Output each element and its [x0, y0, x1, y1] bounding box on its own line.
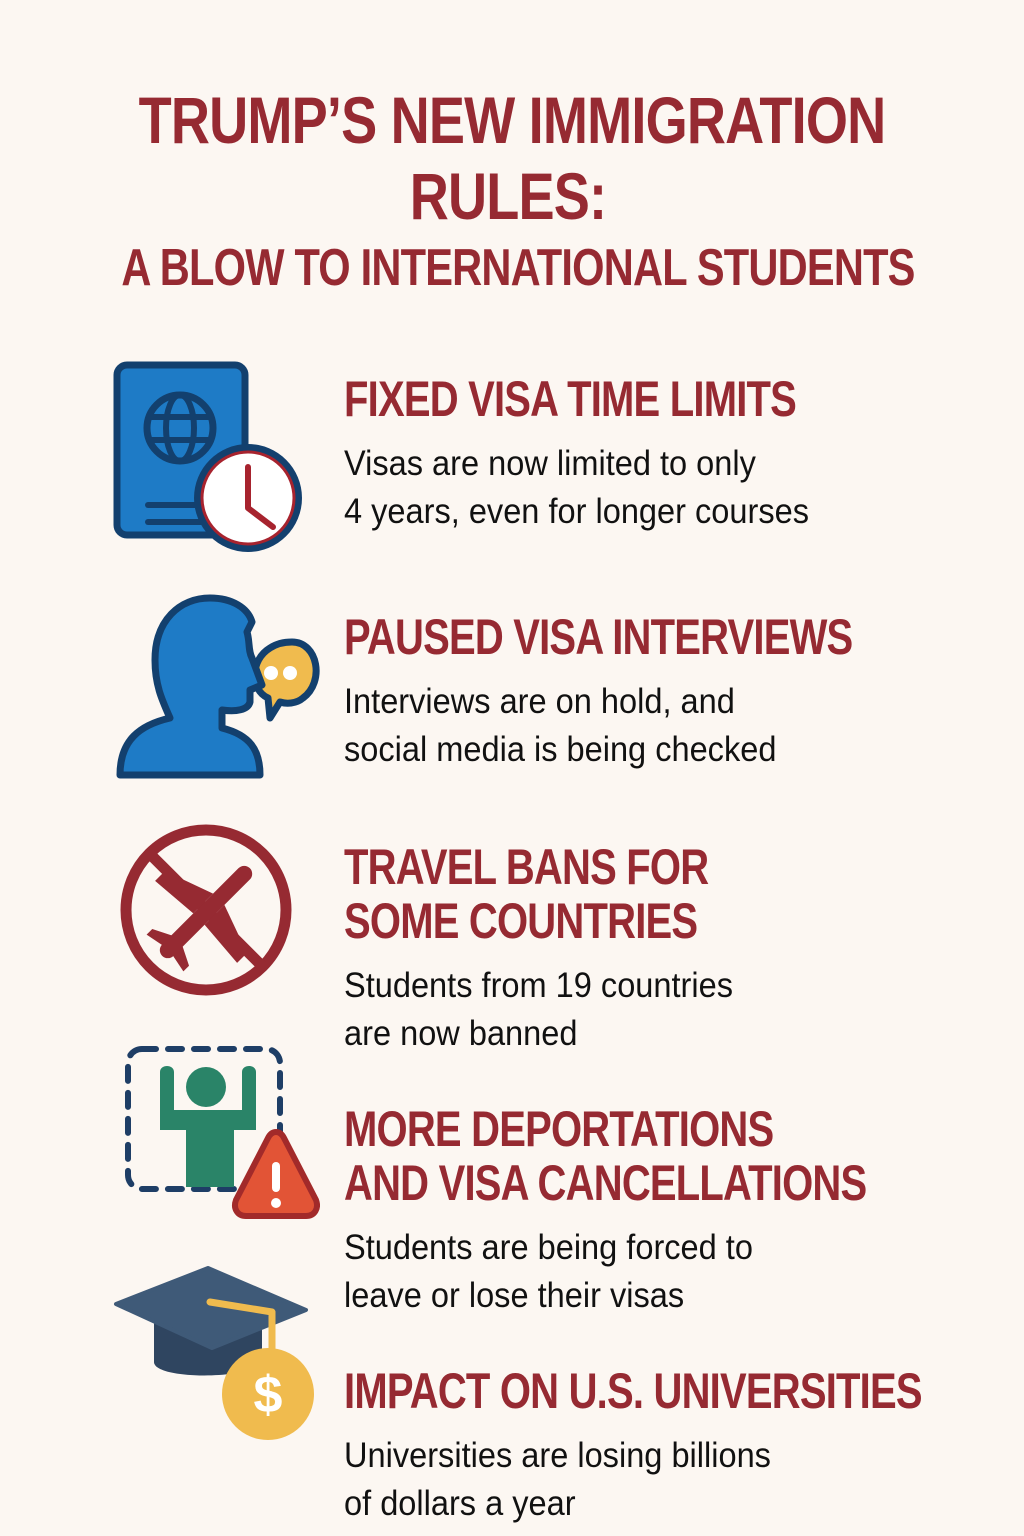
svg-text:$: $ — [253, 1366, 283, 1424]
item-deportations — [344, 1102, 997, 1320]
item-visa-time-limits — [344, 372, 909, 536]
no-airplane-icon — [118, 822, 294, 998]
item-paused-interviews — [344, 610, 980, 774]
item-description: Students are being forced to leave or lose their visas — [344, 1228, 753, 1315]
item-description: Visas are now limited to only 4 years, even for longer courses — [344, 444, 809, 531]
item-heading: MORE DEPORTATIONS AND VISA CANCELLATIONS — [344, 1101, 867, 1211]
item-heading: TRAVEL BANS FOR SOME COUNTRIES — [344, 839, 709, 949]
passport-clock-icon — [110, 360, 310, 560]
item-description: Universities are losing billions of dollars a year — [344, 1436, 771, 1523]
graduation-cap-dollar-icon — [112, 1262, 322, 1452]
page-subtitle: A BLOW TO INTERNATIONAL STUDENTS — [121, 239, 915, 297]
item-description: Students from 19 countries are now banned — [344, 966, 734, 1053]
item-heading: IMPACT ON U.S. UNIVERSITIES — [344, 1363, 922, 1419]
item-description: Interviews are on hold, and social media is being checked — [344, 682, 777, 769]
person-speech-bubble-icon — [110, 590, 320, 790]
page-title-line-1: TRUMP’S NEW IMMIGRATION — [138, 83, 886, 157]
person-warning-icon — [120, 1040, 320, 1230]
item-university-impact — [344, 1364, 1024, 1528]
item-travel-bans — [344, 840, 799, 1058]
item-heading: PAUSED VISA INTERVIEWS — [344, 609, 853, 665]
item-heading: FIXED VISA TIME LIMITS — [344, 371, 797, 427]
page-title-line-2: RULES: — [409, 159, 607, 233]
